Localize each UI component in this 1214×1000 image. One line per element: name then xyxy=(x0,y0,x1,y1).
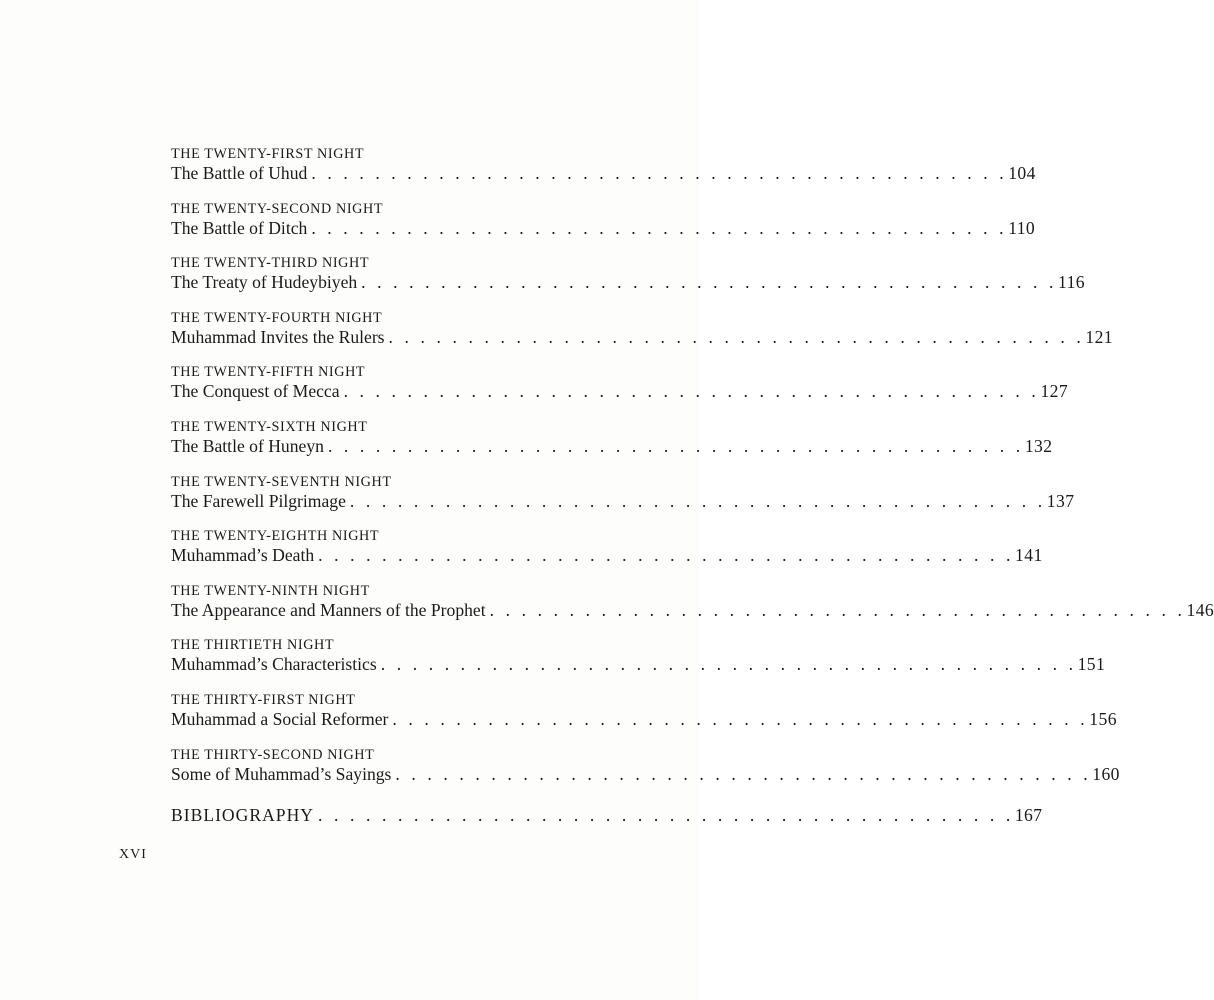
toc-entry-23 xyxy=(171,255,1085,310)
bibliography-title: BIBLIOGRAPHY xyxy=(171,805,314,826)
toc-entry-24 xyxy=(171,309,1113,365)
table-of-contents xyxy=(171,146,1214,826)
night-heading: THE TWENTY-NINTH NIGHT xyxy=(171,582,370,599)
night-heading: THE TWENTY-FIRST NIGHT xyxy=(171,146,365,162)
toc-entry-29 xyxy=(171,582,1214,638)
toc-entry-21 xyxy=(171,146,1036,201)
toc-line xyxy=(171,326,1113,347)
chapter-title: Muhammad’s Characteristics xyxy=(171,654,377,675)
chapter-title: The Appearance and Manners of the Prophet xyxy=(171,599,486,620)
page-number: 146 xyxy=(1186,599,1214,620)
chapter-title: The Farewell Pilgrimage xyxy=(171,490,346,511)
toc-entry-31 xyxy=(171,691,1117,747)
night-heading: THE TWENTY-FOURTH NIGHT xyxy=(171,309,383,326)
toc-line xyxy=(171,381,1069,402)
page-number: 141 xyxy=(1015,545,1043,566)
chapter-title: Muhammad a Social Reformer xyxy=(171,708,389,729)
toc-entry-27 xyxy=(171,473,1075,529)
dot-leader: . . . . . . . . . . . . . . . . . . . . . . . . . . . . . . . . . . . . . . . . . . . . xyxy=(349,490,1046,511)
chapter-title: Muhammad Invites the Rulers xyxy=(171,326,385,347)
toc-line xyxy=(171,272,1085,293)
toc-line xyxy=(171,763,1120,784)
night-heading: THE THIRTY-FIRST NIGHT xyxy=(171,691,356,708)
chapter-title: The Conquest of Mecca xyxy=(171,381,340,402)
toc-entry-25 xyxy=(171,364,1069,419)
chapter-title: The Battle of Uhud xyxy=(171,163,308,183)
toc-line xyxy=(171,490,1075,511)
dot-leader: . . . . . . . . . . . . . . . . . . . . . . . . . . . . . . . . . . . . . . . . . . . . xyxy=(395,763,1092,784)
page-number: 110 xyxy=(1008,217,1036,238)
toc-entry-bibliography xyxy=(171,805,1043,826)
chapter-title: The Battle of Ditch xyxy=(171,217,308,238)
toc-entry-22 xyxy=(171,200,1036,256)
page-number: 121 xyxy=(1085,326,1113,347)
toc-line xyxy=(171,435,1053,456)
night-heading: THE THIRTIETH NIGHT xyxy=(171,637,335,654)
dot-leader: . . . . . . . . . . . . . . . . . . . . . . . . . . . . . . . . . . . . . . . . . . . . xyxy=(361,272,1058,293)
dot-leader: . . . . . . . . . . . . . . . . . . . . . . . . . . . . . . . . . . . . . . . . . . . . xyxy=(311,217,1008,238)
page-number: 127 xyxy=(1040,381,1069,402)
night-heading: THE TWENTY-FIFTH NIGHT xyxy=(171,364,366,381)
chapter-title: The Battle of Huneyn xyxy=(171,435,324,456)
night-heading: THE TWENTY-EIGHTH NIGHT xyxy=(171,528,380,545)
toc-line xyxy=(171,163,1036,183)
dot-leader: . . . . . . . . . . . . . . . . . . . . . . . . . . . . . . . . . . . . . . . . . . . . xyxy=(388,326,1085,347)
chapter-title: Muhammad’s Death xyxy=(171,545,315,566)
dot-leader: . . . . . . . . . . . . . . . . . . . . . . . . . . . . . . . . . . . . . . . . . . . . xyxy=(392,708,1089,729)
dot-leader: . . . . . . . . . . . . . . . . . . . . . . . . . . . . . . . . . . . . . . . . . . . . xyxy=(318,545,1015,566)
toc-entry-28 xyxy=(171,528,1043,583)
toc-line xyxy=(171,599,1214,620)
toc-entry-32 xyxy=(171,746,1120,802)
toc-line xyxy=(171,217,1036,238)
night-heading: THE TWENTY-SECOND NIGHT xyxy=(171,200,384,217)
page-number: 167 xyxy=(1014,805,1043,826)
night-heading: THE THIRTY-SECOND NIGHT xyxy=(171,746,375,763)
night-heading: THE TWENTY-SIXTH NIGHT xyxy=(171,418,368,435)
page-number: 132 xyxy=(1024,435,1053,456)
night-heading: THE TWENTY-THIRD NIGHT xyxy=(171,255,370,272)
dot-leader: . . . . . . . . . . . . . . . . . . . . . . . . . . . . . . . . . . . . . . . . . . . . xyxy=(317,805,1014,826)
dot-leader: . . . . . . . . . . . . . . . . . . . . . . . . . . . . . . . . . . . . . . . . . . . . xyxy=(489,599,1186,620)
dot-leader: . . . . . . . . . . . . . . . . . . . . . . . . . . . . . . . . . . . . . . . . . . . . xyxy=(343,381,1040,402)
page-number: 137 xyxy=(1046,490,1075,511)
chapter-title: The Treaty of Hudeybiyeh xyxy=(171,272,358,293)
night-heading: THE TWENTY-SEVENTH NIGHT xyxy=(171,473,392,490)
dot-leader: . . . . . . . . . . . . . . . . . . . . . . . . . . . . . . . . . . . . . . . . . . . . xyxy=(380,654,1077,675)
dot-leader: . . . . . . . . . . . . . . . . . . . . . . . . . . . . . . . . . . . . . . . . . . . . xyxy=(327,435,1024,456)
dot-leader: . . . . . . . . . . . . . . . . . . . . . . . . . . . . . . . . . . . . . . . . . . . . xyxy=(311,163,1008,183)
page-number: 104 xyxy=(1008,163,1036,183)
folio-page-number: XVI xyxy=(119,847,147,862)
toc-entry-30 xyxy=(171,637,1106,692)
page-number: 116 xyxy=(1058,272,1085,293)
page-number: 151 xyxy=(1077,654,1106,675)
toc-entry-26 xyxy=(171,418,1053,474)
page-number: 156 xyxy=(1089,708,1117,729)
toc-line xyxy=(171,708,1117,729)
page-number: 160 xyxy=(1092,763,1120,784)
toc-line xyxy=(171,654,1106,675)
toc-line xyxy=(171,545,1043,566)
chapter-title: Some of Muhammad’s Sayings xyxy=(171,763,392,784)
